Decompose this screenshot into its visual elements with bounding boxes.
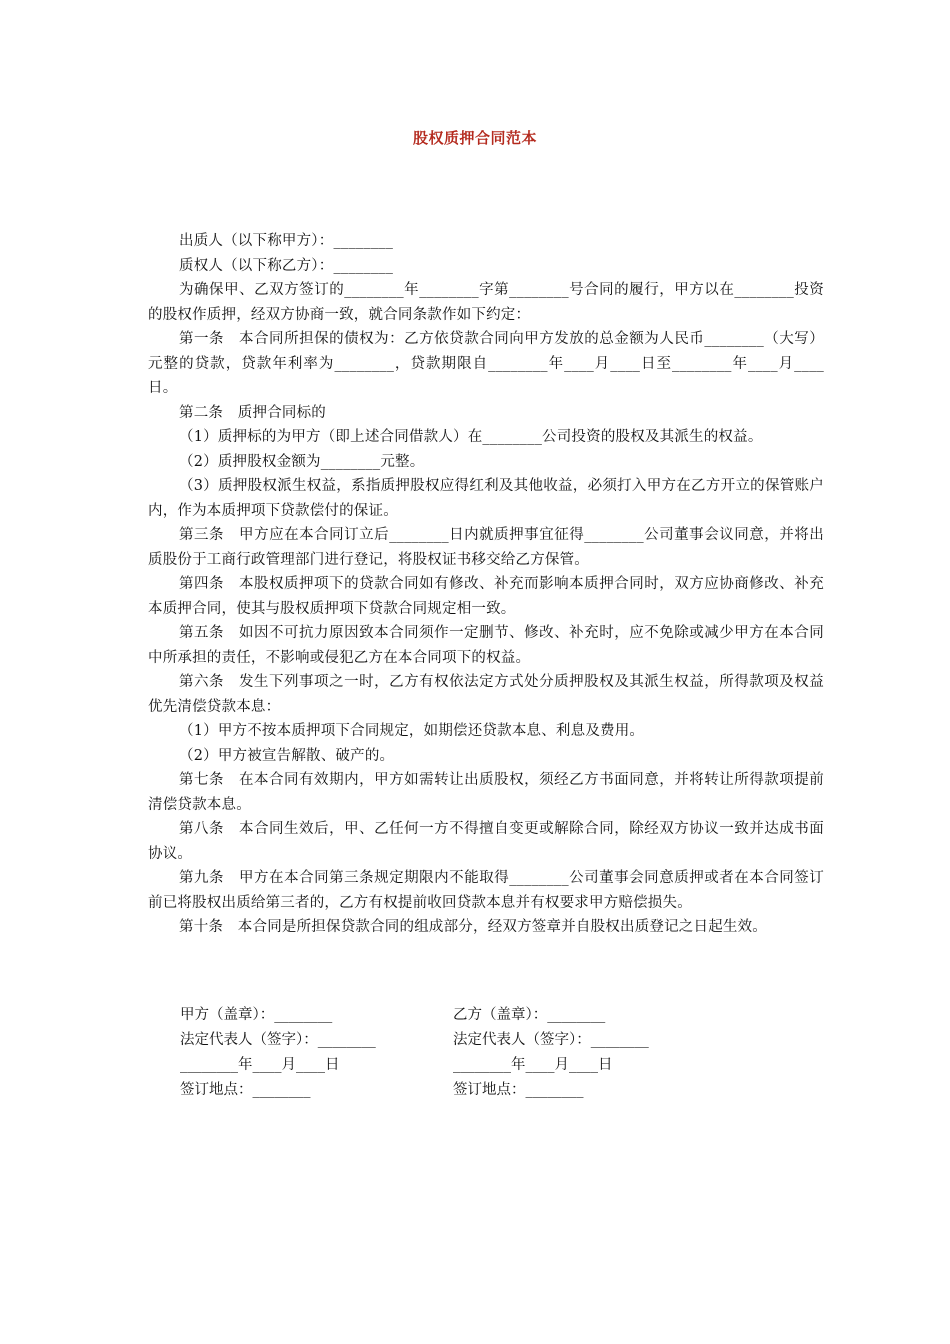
party-a-seal: 甲方（盖章）：________ <box>180 1007 333 1023</box>
article-6-item-1: （1）甲方不按本质押项下合同规定，如期偿还贷款本息、利息及费用。 <box>179 723 645 739</box>
article-1: 第一条 本合同所担保的债权为：乙方依贷款合同向甲方发放的总金额为人民币________（大写）元整的贷款，贷款年利率为________，贷款期限自________年____月____日至________年____月____日。 <box>148 331 824 396</box>
party-a-place: 签订地点：________ <box>180 1082 311 1098</box>
party-b-date: ________年____月____日 <box>453 1057 613 1073</box>
party-a-rep: 法定代表人（签字）：________ <box>180 1032 376 1048</box>
article-7: 第七条 在本合同有效期内，甲方如需转让出质股权，须经乙方书面同意，并将转让所得款项提前清偿贷款本息。 <box>148 772 824 813</box>
article-9: 第九条 甲方在本合同第三条规定期限内不能取得________公司董事会同意质押或者在本合同签订前已将股权出质给第三者的，乙方有权提前收回贷款本息并有权要求甲方赔偿损失。 <box>148 870 824 911</box>
paragraph-preamble: 为确保甲、乙双方签订的________年________字第________号合同的履行，甲方以在________投资的股权作质押，经双方协商一致，就合同条款作如下约定： <box>148 282 824 323</box>
paragraph-pledgee: 质权人（以下称乙方）：________ <box>179 257 394 274</box>
signature-row-date <box>180 1053 820 1078</box>
article-10: 第十条 本合同是所担保贷款合同的组成部分，经双方签章并自股权出质登记之日起生效。 <box>179 919 767 935</box>
article-3: 第三条 甲方应在本合同订立后________日内就质押事宜征得________公司董事会议同意，并将出质股份于工商行政管理部门进行登记，将股权证书移交给乙方保管。 <box>148 527 824 568</box>
document-title: 股权质押合同范本 <box>412 129 537 147</box>
article-2-heading: 第二条 质押合同标的 <box>179 404 326 421</box>
signature-block <box>180 1003 820 1103</box>
signature-row-seal <box>180 1003 820 1028</box>
article-2-item-2: （2）质押股权金额为________元整。 <box>179 453 425 470</box>
party-b-place: 签订地点：________ <box>453 1082 584 1098</box>
article-2-item-3: （3）质押股权派生权益，系指质押股权应得红利及其他收益，必须打入甲方在乙方开立的保管账户内，作为本质押项下贷款偿付的保证。 <box>148 478 824 519</box>
document-body <box>148 229 824 940</box>
article-6: 第六条 发生下列事项之一时，乙方有权依法定方式处分质押股权及其派生权益，所得款项及权益优先清偿贷款本息： <box>148 674 824 715</box>
paragraph-pledgor: 出质人（以下称甲方）：________ <box>179 233 394 249</box>
article-6-item-2: （2）甲方被宣告解散、破产的。 <box>179 747 395 764</box>
party-a-date: ________年____月____日 <box>180 1057 340 1073</box>
signature-row-rep <box>180 1028 820 1053</box>
article-4: 第四条 本股权质押项下的贷款合同如有修改、补充而影响本质押合同时，双方应协商修改、补充本质押合同，使其与股权质押项下贷款合同规定相一致。 <box>148 576 824 617</box>
party-b-seal: 乙方（盖章）：________ <box>453 1007 606 1023</box>
article-8: 第八条 本合同生效后，甲、乙任何一方不得擅自变更或解除合同，除经双方协议一致并达成书面协议。 <box>148 821 824 862</box>
article-5: 第五条 如因不可抗力原因致本合同须作一定删节、修改、补充时，应不免除或减少甲方在本合同中所承担的责任，不影响或侵犯乙方在本合同项下的权益。 <box>148 625 824 666</box>
signature-row-place <box>180 1078 820 1103</box>
article-2-item-1: （1）质押标的为甲方（即上述合同借款人）在________公司投资的股权及其派生的权益。 <box>179 429 763 445</box>
party-b-rep: 法定代表人（签字）：________ <box>453 1032 649 1048</box>
